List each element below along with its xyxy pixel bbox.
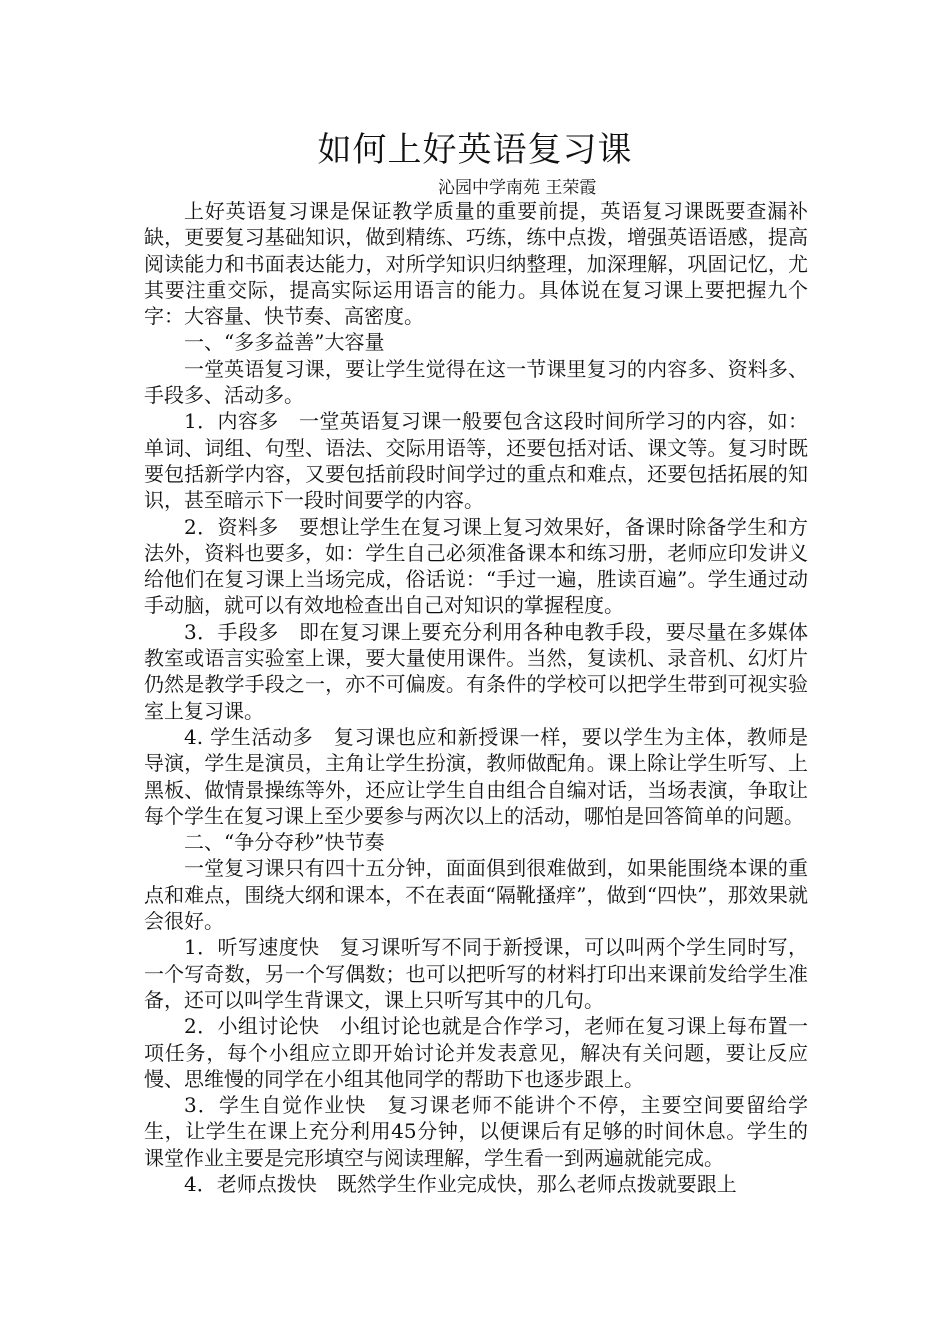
item-lead: 2．资料多	[184, 514, 279, 539]
item-activities: 4. 学生活动多 复习课也应和新授课一样，要以学生为主体，教师是导演，学生是演员，主角让学生扮演，教师做配角。课上除让学生听写、上黑板、做情景操练等外，还应让学生自由组合自编对话，当场表演，争取让每个学生在复习课上至少要参与两次以上的活动，哪怕是回答简单的问题。	[144, 724, 808, 828]
item-lead: 2．小组讨论快	[184, 1014, 320, 1039]
item-lead: 4．老师点拨快	[184, 1171, 317, 1196]
item-lead: 3．手段多	[184, 619, 279, 644]
section-2-intro: 一堂复习课只有四十五分钟，面面俱到很难做到，如果能围绕本课的重点和难点，围绕大纲和课本，不在表面“隔靴搔痒”，做到“四快”，那效果就会很好。	[144, 856, 808, 934]
item-methods: 3．手段多 即在复习课上要充分利用各种电教手段，要尽量在多媒体教室或语言实验室上课，要大量使用课件。当然，复读机、录音机、幻灯片仍然是教学手段之一，亦不可偏废。有条件的学校可以把学生带到可视实验室上复习课。	[144, 619, 808, 723]
document-body	[144, 198, 808, 1197]
item-content: 1．内容多 一堂英语复习课一般要包含这段时间所学习的内容，如：单词、词组、句型、语法、交际用语等，还要包括对话、课文等。复习时既要包括新学内容，又要包括前段时间学过的重点和难点，还要包括拓展的知识，甚至暗示下一段时间要学的内容。	[144, 409, 808, 513]
section-heading-2: 二、“争分夺秒”快节奏	[184, 830, 385, 855]
item-dictation: 1．听写速度快 复习课听写不同于新授课，可以叫两个学生同时写，一个写奇数，另一个写偶数；也可以把听写的材料打印出来课前发给学生准备，还可以叫学生背课文，课上只听写其中的几句。	[144, 935, 808, 1012]
item-lead: 1．听写速度快	[184, 935, 320, 960]
item-lead: 4. 学生活动多	[184, 724, 314, 749]
paragraph-intro: 上好英语复习课是保证教学质量的重要前提，英语复习课既要查漏补缺，更要复习基础知识，做到精练、巧练，练中点拨，增强英语语感，提高阅读能力和书面表达能力，对所学知识归纳整理，加深理解，巩固记忆，尤其要注重交际，提高实际运用语言的能力。具体说在复习课上要把握九个字：大容量、快节奏、高密度。	[144, 199, 808, 329]
author-line: 沁园中学南苑 王荣霞	[438, 178, 597, 198]
item-materials: 2．资料多 要想让学生在复习课上复习效果好，备课时除备学生和方法外，资料也要多，如：学生自己必须准备课本和练习册，老师应印发讲义给他们在复习课上当场完成，俗话说：“手过一遍，胜读百遍”。学生通过动手动脑，就可以有效地检查出自己对知识的掌握程度。	[144, 514, 808, 618]
section-heading-1: 一、“多多益善”大容量	[184, 330, 385, 355]
item-homework: 3．学生自觉作业快 复习课老师不能讲个不停，主要空间要留给学生，让学生在课上充分利用45分钟，以便课后有足够的时间休息。学生的课堂作业主要是完形填空与阅读理解，学生看一到两遍就能完成。	[144, 1093, 808, 1170]
item-lead: 1．内容多	[184, 409, 279, 434]
section-1-intro: 一堂英语复习课，要让学生觉得在这一节课里复习的内容多、资料多、手段多、活动多。	[144, 356, 808, 408]
item-teacher-guidance: 4．老师点拨快 既然学生作业完成快，那么老师点拨就要跟上	[184, 1171, 737, 1196]
document-title: 如何上好英语复习课	[317, 130, 633, 170]
item-group-discussion: 2．小组讨论快 小组讨论也就是合作学习，老师在复习课上每布置一项任务，每个小组应立即开始讨论并发表意见，解决有关问题，要让反应慢、思维慢的同学在小组其他同学的帮助下也逐步跟上。	[144, 1014, 808, 1091]
item-lead: 3．学生自觉作业快	[184, 1093, 367, 1118]
